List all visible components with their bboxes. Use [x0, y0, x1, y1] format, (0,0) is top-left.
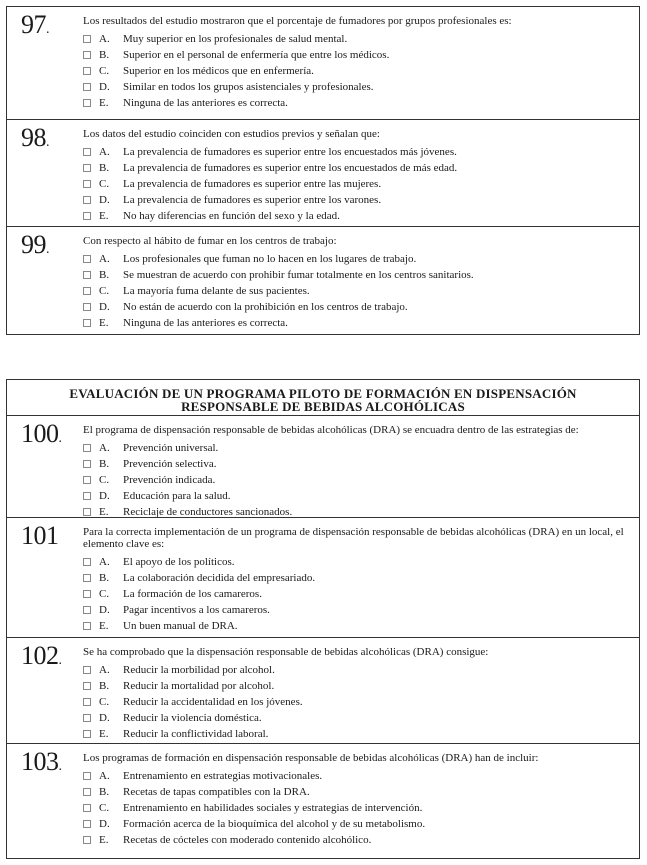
answer-option[interactable] [83, 800, 631, 816]
question-number-dot: . [46, 22, 49, 37]
question-number [21, 124, 49, 157]
question-stem: El programa de dispensación responsable de bebidas alcohólicas (DRA) se encuadra dentro de las estrategias de: [83, 424, 579, 436]
question-0 [7, 7, 639, 119]
question-number [21, 642, 62, 675]
checkbox-icon[interactable] [83, 476, 91, 484]
option-text: La prevalencia de fumadores es superior entre los encuestados de más edad. [123, 162, 458, 174]
checkbox-icon[interactable] [83, 666, 91, 674]
question-stem: Los resultados del estudio mostraron que el porcentaje de fumadores por grupos profesionales es: [83, 15, 512, 27]
checkbox-icon[interactable] [83, 622, 91, 630]
option-letter: A. [99, 146, 110, 158]
checkbox-icon[interactable] [83, 714, 91, 722]
checkbox-icon[interactable] [83, 590, 91, 598]
option-text: Superior en el personal de enfermería que entre los médicos. [123, 49, 390, 61]
option-letter: A. [99, 664, 110, 676]
question-stem: Para la correcta implementación de un programa de dispensación responsable de bebidas alcohólicas (DRA) en un local, el elemento clave es: [83, 526, 624, 550]
question-number-value: 98 [21, 123, 46, 152]
option-letter: B. [99, 458, 110, 470]
option-letter: B. [99, 162, 110, 174]
option-text: Un buen manual de DRA. [123, 620, 238, 632]
answer-option[interactable] [83, 554, 631, 570]
option-letter: B. [99, 572, 110, 584]
option-letter: A. [99, 770, 110, 782]
checkbox-icon[interactable] [83, 148, 91, 156]
question-number-value: 102 [21, 641, 59, 670]
answer-option[interactable] [83, 488, 631, 504]
question-number [21, 231, 49, 264]
answer-option[interactable] [83, 315, 631, 331]
option-text: La prevalencia de fumadores es superior entre los encuestados más jóvenes. [123, 146, 457, 158]
option-letter: C. [99, 474, 110, 486]
answer-option[interactable] [83, 283, 631, 299]
option-text: Reducir la accidentalidad en los jóvenes. [123, 696, 303, 708]
checkbox-icon[interactable] [83, 574, 91, 582]
option-letter: C. [99, 285, 110, 297]
option-letter: C. [99, 696, 110, 708]
answer-option[interactable] [83, 144, 631, 160]
answer-option[interactable] [83, 456, 631, 472]
answer-option[interactable] [83, 192, 631, 208]
checkbox-icon[interactable] [83, 303, 91, 311]
answer-option[interactable] [83, 570, 631, 586]
checkbox-icon[interactable] [83, 836, 91, 844]
section-title-line-1: EVALUACIÓN DE UN PROGRAMA PILOTO DE FORMACIÓN EN DISPENSACIÓN [69, 386, 577, 401]
option-text: Reducir la violencia doméstica. [123, 712, 262, 724]
checkbox-icon[interactable] [83, 212, 91, 220]
option-text: La colaboración decidida del empresariado. [123, 572, 316, 584]
option-text: Recetas de cócteles con moderado contenido alcohólico. [123, 834, 372, 846]
checkbox-icon[interactable] [83, 83, 91, 91]
question-number-dot: . [58, 759, 62, 774]
option-letter: E. [99, 97, 109, 109]
option-letter: C. [99, 588, 110, 600]
section-title [7, 380, 639, 415]
option-letter: C. [99, 65, 110, 77]
option-text: Recetas de tapas compatibles con la DRA. [123, 786, 310, 798]
question-1 [7, 119, 639, 226]
question-number-dot: . [46, 242, 49, 257]
option-letter: D. [99, 81, 110, 93]
answer-option[interactable] [83, 784, 631, 800]
checkbox-icon[interactable] [83, 804, 91, 812]
question-stem: Los programas de formación en dispensación responsable de bebidas alcohólicas (DRA) han de incluir: [83, 752, 539, 764]
checkbox-icon[interactable] [83, 492, 91, 500]
checkbox-icon[interactable] [83, 99, 91, 107]
option-letter: B. [99, 786, 110, 798]
answer-option[interactable] [83, 63, 631, 79]
checkbox-icon[interactable] [83, 444, 91, 452]
answer-option[interactable] [83, 694, 631, 710]
option-text: Reducir la conflictividad laboral. [123, 728, 269, 740]
answer-option[interactable] [83, 662, 631, 678]
option-text: Los profesionales que fuman no lo hacen en los lugares de trabajo. [123, 253, 417, 265]
option-letter: A. [99, 442, 110, 454]
question-number-value: 97 [21, 10, 46, 39]
option-text: Ninguna de las anteriores es correcta. [123, 97, 288, 109]
question-stem: Los datos del estudio coinciden con estudios previos y señalan que: [83, 128, 380, 140]
option-letter: E. [99, 506, 109, 518]
option-letter: B. [99, 49, 110, 61]
checkbox-icon[interactable] [83, 460, 91, 468]
option-text: Educación para la salud. [123, 490, 231, 502]
checkbox-icon[interactable] [83, 558, 91, 566]
checkbox-icon[interactable] [83, 196, 91, 204]
answer-option[interactable] [83, 176, 631, 192]
checkbox-icon[interactable] [83, 820, 91, 828]
question-number [21, 420, 62, 453]
question-4 [7, 517, 639, 637]
option-letter: D. [99, 490, 110, 502]
checkbox-icon[interactable] [83, 35, 91, 43]
answer-option[interactable] [83, 710, 631, 726]
option-letter: A. [99, 33, 110, 45]
answer-option[interactable] [83, 267, 631, 283]
question-3 [7, 415, 639, 517]
checkbox-icon[interactable] [83, 255, 91, 263]
answer-option[interactable] [83, 95, 631, 111]
checkbox-icon[interactable] [83, 682, 91, 690]
answer-option[interactable] [83, 31, 631, 47]
questions-block-1 [6, 6, 640, 335]
checkbox-icon[interactable] [83, 698, 91, 706]
option-text: La formación de los camareros. [123, 588, 262, 600]
option-letter: D. [99, 301, 110, 313]
checkbox-icon[interactable] [83, 508, 91, 516]
option-text: Muy superior en los profesionales de salud mental. [123, 33, 348, 45]
checkbox-icon[interactable] [83, 164, 91, 172]
option-text: Reducir la mortalidad por alcohol. [123, 680, 275, 692]
option-text: Formación acerca de la bioquímica del alcohol y de su metabolismo. [123, 818, 426, 830]
section-title-line-2: RESPONSABLE DE BEBIDAS ALCOHÓLICAS [181, 399, 465, 414]
answer-option[interactable] [83, 816, 631, 832]
answer-option[interactable] [83, 79, 631, 95]
answer-option[interactable] [83, 160, 631, 176]
option-text: No están de acuerdo con la prohibición en los centros de trabajo. [123, 301, 408, 313]
checkbox-icon[interactable] [83, 772, 91, 780]
question-number-value: 103 [21, 747, 59, 776]
question-6 [7, 743, 639, 851]
question-stem: Se ha comprobado que la dispensación responsable de bebidas alcohólicas (DRA) consigue: [83, 646, 489, 658]
option-letter: B. [99, 269, 110, 281]
option-letter: B. [99, 680, 110, 692]
answer-option[interactable] [83, 251, 631, 267]
option-letter: E. [99, 317, 109, 329]
option-letter: E. [99, 834, 109, 846]
option-letter: E. [99, 620, 109, 632]
option-letter: A. [99, 556, 110, 568]
option-letter: A. [99, 253, 110, 265]
option-text: No hay diferencias en función del sexo y la edad. [123, 210, 340, 222]
option-text: Entrenamiento en habilidades sociales y estrategias de intervención. [123, 802, 423, 814]
option-text: La mayoría fuma delante de sus pacientes. [123, 285, 310, 297]
question-number-dot: . [58, 431, 62, 446]
option-letter: E. [99, 210, 109, 222]
checkbox-icon[interactable] [83, 730, 91, 738]
question-number [21, 11, 49, 44]
question-number [21, 748, 62, 781]
answer-option[interactable] [83, 768, 631, 784]
answer-option[interactable] [83, 832, 631, 848]
question-number-dot: . [46, 135, 49, 150]
option-text: Reciclaje de conductores sancionados. [123, 506, 293, 518]
option-letter: E. [99, 728, 109, 740]
checkbox-icon[interactable] [83, 287, 91, 295]
option-letter: C. [99, 802, 110, 814]
question-stem: Con respecto al hábito de fumar en los centros de trabajo: [83, 235, 337, 247]
question-number-dot: . [58, 653, 62, 668]
option-letter: D. [99, 818, 110, 830]
checkbox-icon[interactable] [83, 67, 91, 75]
answer-option[interactable] [83, 618, 631, 634]
answer-option[interactable] [83, 472, 631, 488]
option-text: El apoyo de los políticos. [123, 556, 235, 568]
option-letter: D. [99, 194, 110, 206]
option-letter: C. [99, 178, 110, 190]
checkbox-icon[interactable] [83, 271, 91, 279]
checkbox-icon[interactable] [83, 319, 91, 327]
option-text: Se muestran de acuerdo con prohibir fumar totalmente en los centros sanitarios. [123, 269, 474, 281]
option-letter: D. [99, 712, 110, 724]
answer-option[interactable] [83, 208, 631, 224]
option-text: Prevención indicada. [123, 474, 216, 486]
answer-option[interactable] [83, 726, 631, 742]
checkbox-icon[interactable] [83, 180, 91, 188]
option-letter: D. [99, 604, 110, 616]
answer-option[interactable] [83, 602, 631, 618]
option-text: Prevención selectiva. [123, 458, 217, 470]
answer-option[interactable] [83, 678, 631, 694]
answer-option[interactable] [83, 440, 631, 456]
option-text: La prevalencia de fumadores es superior entre los varones. [123, 194, 382, 206]
checkbox-icon[interactable] [83, 788, 91, 796]
question-number-value: 99 [21, 230, 46, 259]
question-number [21, 522, 59, 555]
option-text: Reducir la morbilidad por alcohol. [123, 664, 275, 676]
question-number-value: 101 [21, 521, 59, 550]
question-2 [7, 226, 639, 334]
question-5 [7, 637, 639, 743]
questions-block-2 [6, 379, 640, 859]
option-text: Similar en todos los grupos asistenciales y profesionales. [123, 81, 374, 93]
answer-option[interactable] [83, 299, 631, 315]
option-text: Pagar incentivos a los camareros. [123, 604, 270, 616]
checkbox-icon[interactable] [83, 606, 91, 614]
option-text: Entrenamiento en estrategias motivacionales. [123, 770, 323, 782]
question-number-value: 100 [21, 419, 59, 448]
option-text: Superior en los médicos que en enfermería. [123, 65, 314, 77]
option-text: La prevalencia de fumadores es superior entre las mujeres. [123, 178, 382, 190]
option-text: Ninguna de las anteriores es correcta. [123, 317, 288, 329]
answer-option[interactable] [83, 47, 631, 63]
checkbox-icon[interactable] [83, 51, 91, 59]
option-text: Prevención universal. [123, 442, 219, 454]
answer-option[interactable] [83, 586, 631, 602]
